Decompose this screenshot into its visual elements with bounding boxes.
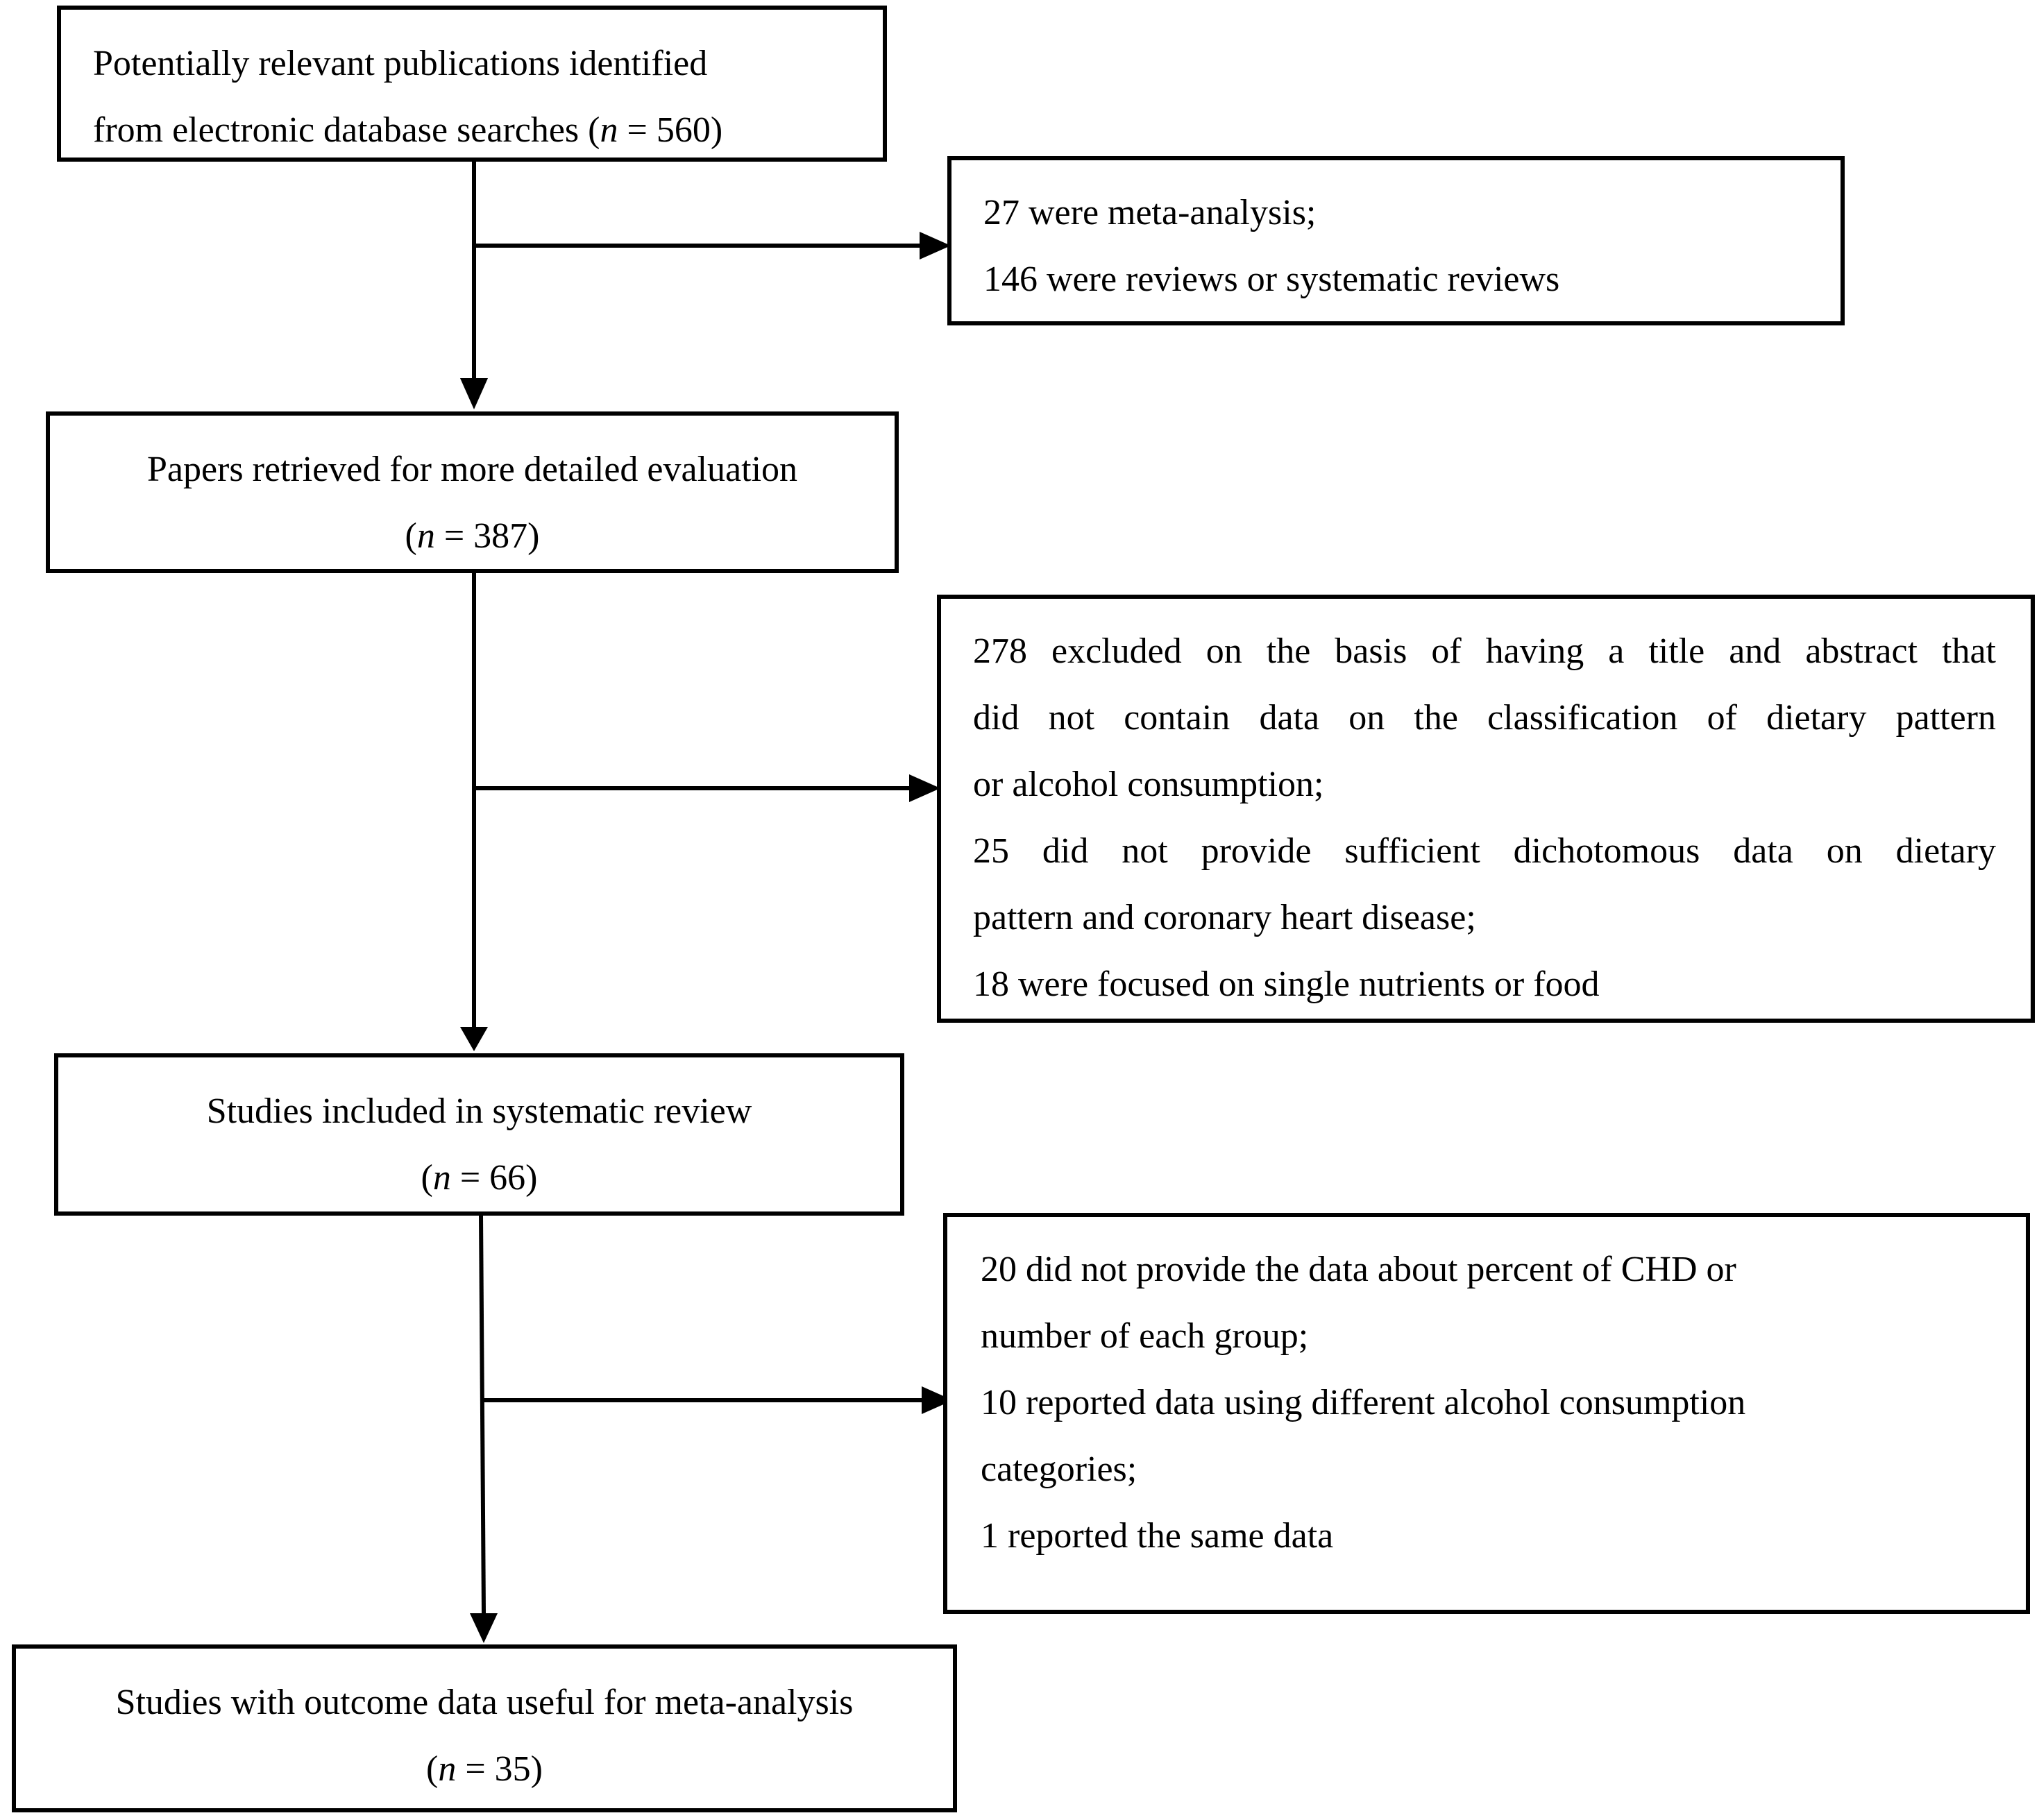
box-retrieved-line-1: Papers retrieved for more detailed evaluation	[146, 450, 798, 489]
box-systematic-review-line-2	[58, 1145, 900, 1211]
box-identified	[57, 6, 887, 162]
box-systematic-review-line-2-pre: (	[421, 1158, 433, 1198]
box-systematic-review-line-2-post: = 66)	[450, 1158, 538, 1198]
box-exclusion-1	[947, 156, 1845, 325]
exclusion-3-line: 20 did not provide the data about percent of CHD or	[981, 1250, 1736, 1289]
exclusion-3-line: 10 reported data using different alcohol consumption	[981, 1383, 1746, 1422]
exclusion-3-line: categories;	[981, 1449, 1137, 1489]
arrow-branch-2-head	[909, 774, 940, 802]
arrow-branch-1-head	[920, 232, 951, 260]
box-systematic-review-line-1: Studies included in systematic review	[206, 1091, 752, 1131]
box-identified-line-2-post: = 560)	[618, 110, 723, 150]
box-exclusion-3	[943, 1213, 2030, 1614]
box-meta-analysis-line-2	[16, 1736, 953, 1803]
box-meta-analysis-n-symbol: n	[438, 1749, 457, 1789]
box-retrieved-n-symbol: n	[416, 516, 435, 556]
exclusion-3-line: 1 reported the same data	[981, 1516, 1334, 1556]
arrow-main-2-head	[460, 1027, 488, 1051]
box-retrieved	[46, 411, 899, 573]
box-identified-line-2	[93, 97, 883, 164]
box-exclusion-2	[937, 595, 2035, 1023]
box-identified-n-symbol: n	[600, 110, 618, 150]
box-retrieved-line-2-post: = 387)	[434, 516, 540, 556]
arrow-main-3-head	[470, 1613, 498, 1643]
exclusion-1-line: 146 were reviews or systematic reviews	[983, 260, 1560, 299]
box-identified-line-1: Potentially relevant publications identified	[93, 44, 708, 83]
box-meta-analysis	[12, 1644, 957, 1812]
box-meta-analysis-line-1: Studies with outcome data useful for meta-analysis	[115, 1683, 854, 1722]
exclusion-2-line: pattern and coronary heart disease;	[973, 898, 1476, 937]
exclusion-3-line: number of each group;	[981, 1316, 1309, 1356]
arrow-main-1-head	[460, 378, 488, 409]
arrow-main-3-shaft	[481, 1216, 484, 1613]
box-retrieved-line-2	[50, 503, 895, 570]
box-systematic-review-n-symbol: n	[432, 1158, 451, 1198]
exclusion-2-line: did not contain data on the classification of dietary pattern	[973, 698, 1996, 738]
exclusion-2-line: 25 did not provide sufficient dichotomous data on dietary	[973, 831, 1996, 871]
box-meta-analysis-line-2-pre: (	[426, 1749, 439, 1789]
box-retrieved-line-2-pre: (	[405, 516, 417, 556]
exclusion-2-line: or alcohol consumption;	[973, 765, 1324, 804]
exclusion-1-line: 27 were meta-analysis;	[983, 193, 1317, 232]
box-identified-line-2-pre: from electronic database searches (	[93, 110, 600, 150]
box-meta-analysis-line-2-post: = 35)	[456, 1749, 543, 1789]
exclusion-2-line: 18 were focused on single nutrients or food	[973, 964, 1600, 1004]
exclusion-2-line: 278 excluded on the basis of having a title and abstract that	[973, 631, 1996, 671]
box-systematic-review	[54, 1053, 904, 1216]
